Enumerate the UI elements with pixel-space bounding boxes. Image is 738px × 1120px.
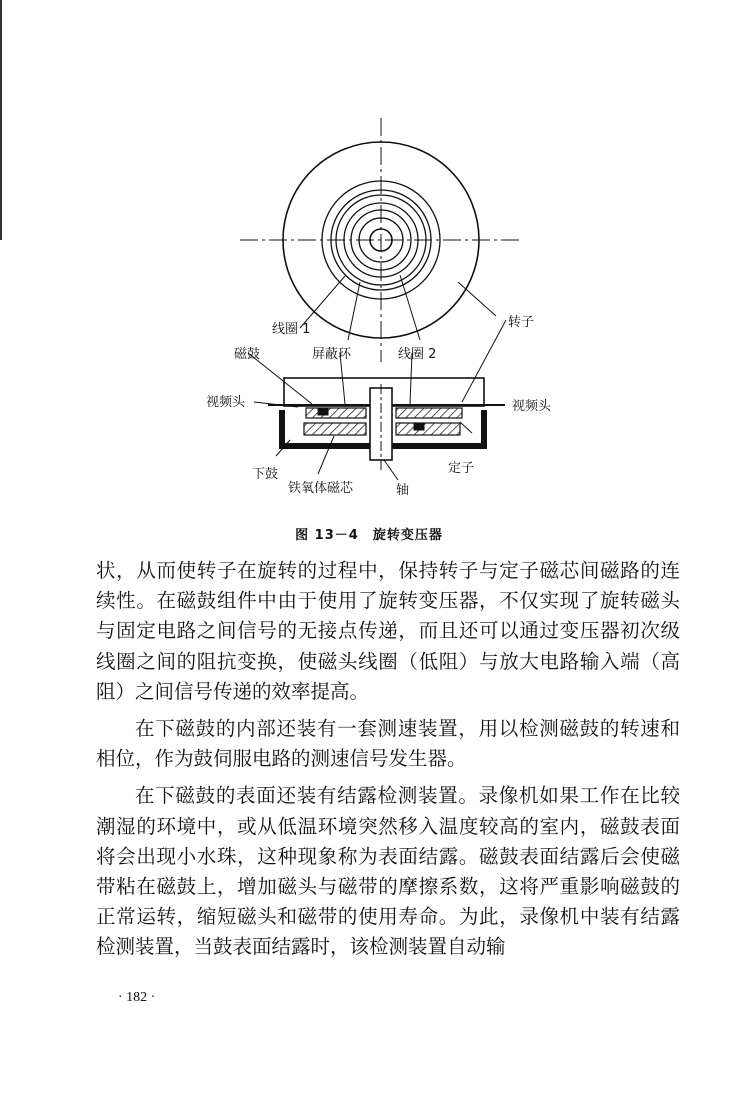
rotor-core-right [396,408,462,418]
stator-core-left [304,423,366,435]
paragraph: 在下磁鼓的内部还装有一套测速装置，用以检测磁鼓的转速和相位，作为鼓伺服电路的测速信号发生器。 [96,717,680,771]
label-video-head-left: 视频头 [206,395,246,410]
label-coil2: 线圈 2 [398,347,437,362]
cross-section [268,378,505,470]
rotor-core-left [306,408,366,418]
label-stator: 定子 [448,461,475,476]
stator-core-right [396,423,460,435]
label-video-head-right: 视频头 [512,399,552,414]
label-rotor: 转子 [508,315,535,330]
figure-caption: 图 13－4 旋转变压器 [295,528,443,543]
label-ferrite-core: 铁氧体磁芯 [288,481,354,496]
rotary-transformer-figure [0,0,738,510]
label-coil1: 线圈 1 [272,322,311,337]
label-lower-drum: 下鼓 [252,467,279,482]
body-text [96,556,680,963]
page-number: · 182 · [118,990,156,1005]
label-shield-ring: 屏蔽环 [312,347,352,362]
rotary-transformer-diagram [0,0,738,510]
label-shaft: 轴 [396,483,410,498]
label-drum: 磁鼓 [234,347,261,362]
paragraph: 在下磁鼓的表面还装有结露检测装置。录像机如果工作在比较潮湿的环境中，或从低温环境突然移入温度较高的室内，磁鼓表面将会出现小水珠，这种现象称为表面结露。磁鼓表面结露后会使磁带粘在磁鼓上，增加磁头与磁带的摩擦系数，这将严重影响磁鼓的正常运转，缩短磁头和磁带的使用寿命。为此，录像机中装有结露检测装置，当鼓表面结露时，该检测装置自动输 [96,784,680,959]
paragraph: 状，从而使转子在旋转的过程中，保持转子与定子磁芯间磁路的连续性。在磁鼓组件中由于使用了旋转变压器，不仅实现了旋转磁头与固定电路之间信号的无接点传递，而且还可以通过变压器初次级线圈之间的阻抗变换，使磁头线圈（低阻）与放大电路输入端（高阻）之间信号传递的效率提高。 [96,559,680,703]
coil-mark [318,409,328,415]
